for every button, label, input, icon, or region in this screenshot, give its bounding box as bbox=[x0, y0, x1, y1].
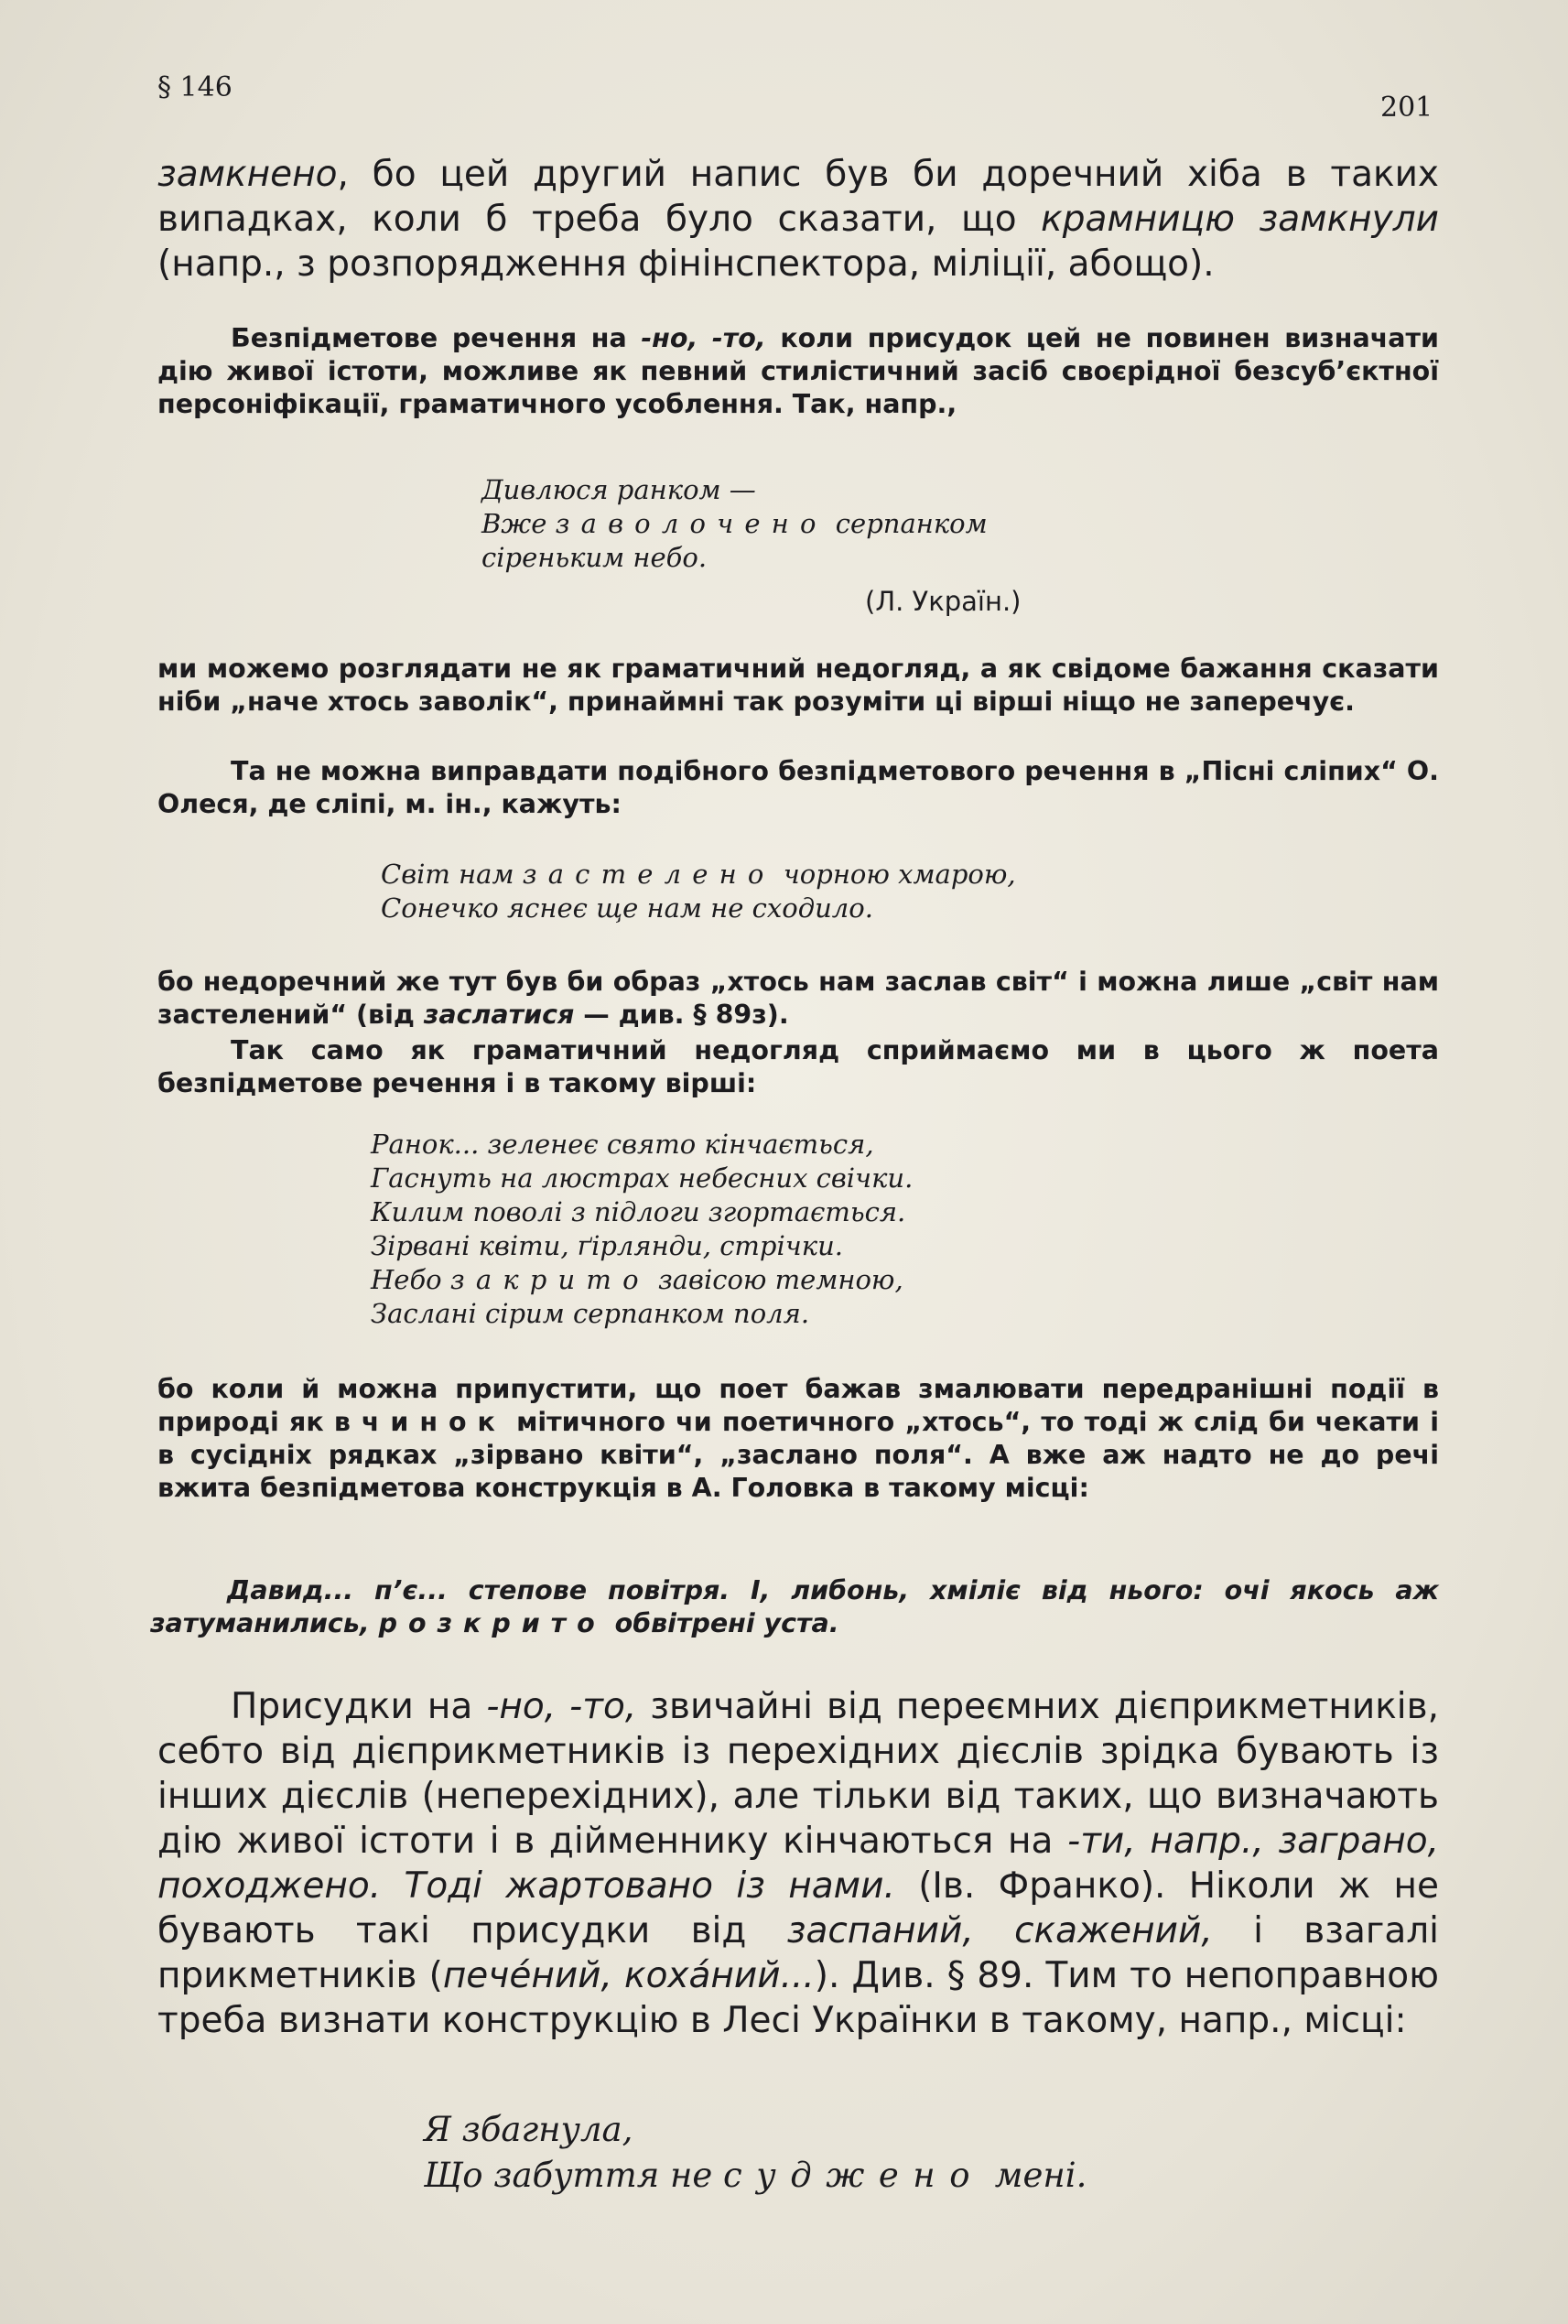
paragraph-7: бо коли й можна припустити, що поет бажав змалювати передранішні події в природі як вчинок мітичного чи поетичного „хтось“, то тоді ж слід би чекати і в сусідніх рядках „зірвано квіти“, „заслано поля“. А вже аж надто не до речі вжита безпідметова конструкція в А. Головка в такому місці: bbox=[157, 1374, 1439, 1503]
spaced-emphasis: вчинок bbox=[333, 1407, 506, 1437]
verse-line: Сонечко яснеє ще нам не сходило. bbox=[381, 892, 873, 924]
verse-line: Що забуття не суджено мені. bbox=[424, 2156, 1087, 2195]
suffix-emphasis: -но, -то, bbox=[641, 323, 766, 353]
verse-line: Світ нам застелено чорною хмарою, bbox=[381, 859, 1016, 890]
paragraph-4: Та не можна виправдати подібного безпідметового речення в „Пісні сліпих“ О. Олеся, де сліпі, м. ін., кажуть: bbox=[157, 756, 1439, 819]
verse-line: Гаснуть на люстрах небесних свічки. bbox=[371, 1162, 914, 1194]
verse-line: Небо закрито завісою темною, bbox=[371, 1264, 903, 1295]
spaced-emphasis: суджено bbox=[723, 2156, 985, 2195]
emphasis-word: заслатися bbox=[423, 1000, 575, 1030]
paragraph-text: (напр., з розпорядження фінінспектора, міліції, абощо). bbox=[157, 243, 1215, 285]
verse-line: Ранок... зеленеє свято кінчається, bbox=[371, 1129, 874, 1160]
paragraph-6: Так само як граматичний недогляд сприймаємо ми в цього ж поета безпідметове речення і в такому вірші: bbox=[157, 1035, 1439, 1098]
spaced-emphasis: розкрито bbox=[378, 1608, 606, 1638]
paragraph-text: Безпідметове речення на bbox=[231, 323, 642, 353]
suffix-emphasis: -но, -то, bbox=[486, 1686, 637, 1727]
example-words: -ти, напр., заграно, походжено. Тоді жартовано із нами. bbox=[157, 1821, 1440, 1907]
paragraph-3: ми можемо розглядати не як граматичний недогляд, а як свідоме бажання сказати ніби „наче хтось заволік“, принаймні так розуміти ці вірші ніщо не заперечує. bbox=[157, 654, 1439, 717]
verse-3 bbox=[371, 1128, 913, 1331]
example-words: пече́ний, коха́ний... bbox=[442, 1955, 815, 1996]
verse-line: Зірвані квіти, ґірлянди, стрічки. bbox=[371, 1230, 844, 1261]
verse-line: Я збагнула, bbox=[424, 2110, 633, 2149]
verse-line: сіреньким небо. bbox=[481, 542, 708, 573]
verse-line: Килим поволі з підлоги згортається. bbox=[371, 1196, 906, 1227]
paragraph-5: бо недоречний же тут був би образ „хтось нам заслав світ“ і можна лише „світ нам застелений“ (від заслатися — див. § 89з). bbox=[157, 967, 1439, 1030]
paragraph-2 bbox=[157, 322, 1439, 421]
spaced-emphasis: застелено bbox=[522, 859, 775, 890]
spaced-emphasis: заволочено bbox=[555, 508, 827, 539]
paragraph-8: Присудки на -но, -то, звичайні від переємних дієприкметників, себто від дієприкметників із перехідних дієслів зрідка бувають із інших дієслів (неперехідних), але тільки від таких, що визначають дію живої істоти і в дійменнику кінчаються на -ти, напр., заграно, походжено. Тоді жартовано із нами. (Ів. Франко). Ніколи ж не бувають такі присудки від заспаний, скажений, і взагалі прикметників (пече́ний, коха́ний...). Див. § 89. Тим то непоправною треба визнати конструкцію в Лесі Українки в такому, напр., місці: bbox=[157, 1686, 1440, 2041]
quote-golovko: Давид... п’є... степове повітря. І, либонь, хміліє від нього: очі якось аж затуманились, розкрито обвітрені уста. bbox=[150, 1575, 1439, 1638]
emphasis-word: замкнено bbox=[157, 154, 338, 195]
spaced-emphasis: закрито bbox=[449, 1264, 650, 1295]
section-number: § 146 bbox=[157, 71, 232, 103]
verse-1 bbox=[481, 473, 988, 575]
paragraph-text: коли присудок цей не повинен визначати дію живої істоти, можливе як певний стилістичний засіб своєрідної безсуб’єктної персоніфікації, граматичного усоблення. Так, напр., bbox=[157, 323, 1439, 419]
paragraph-1 bbox=[157, 152, 1439, 286]
verse-line: Заслані сірим серпанком поля. bbox=[371, 1298, 810, 1329]
emphasis-phrase: крамницю замкнули bbox=[1041, 199, 1440, 240]
page-number: 201 bbox=[1380, 92, 1433, 124]
verse-line: Дивлюся ранком — bbox=[481, 474, 756, 505]
verse-attribution: (Л. Україн.) bbox=[865, 586, 1022, 617]
paragraph-text: , бо цей другий напис був би доречний хіба в таких випадках, коли б треба було сказати, що bbox=[157, 154, 1439, 240]
verse-4 bbox=[424, 2107, 1087, 2199]
verse-2 bbox=[381, 858, 1016, 925]
verse-line: Вже заволочено серпанком bbox=[481, 508, 988, 539]
example-words: заспаний, скажений, bbox=[786, 1910, 1213, 1951]
